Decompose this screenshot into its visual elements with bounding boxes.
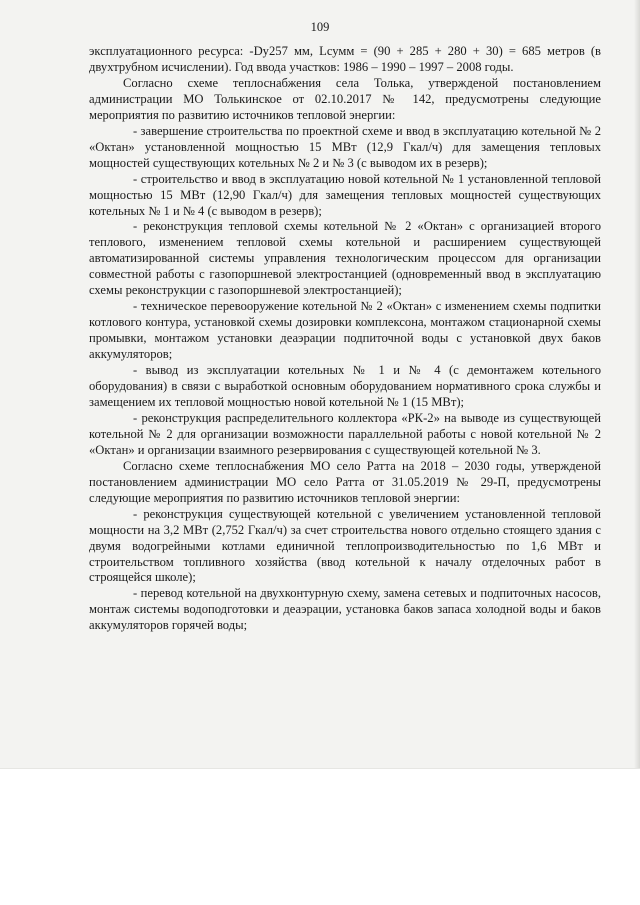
list-item-paragraph: - реконструкция тепловой схемы котельной № 2 «Октан» с организацией второго теплового, изменением тепловой схемы котельной и расширением существующей автоматизированной системы управления технологическим процессом для организации совместной работы с газопоршневой электростанцией (одновременный ввод в эксплуатацию схемы реконструкции с газопоршневой электростанцией); — [89, 219, 601, 298]
page-edge-shadow — [634, 0, 640, 768]
list-item-paragraph: - строительство и ввод в эксплуатацию новой котельной № 1 установленной тепловой мощностью 15 МВт (12,90 Гкал/ч) для замещения тепловых мощностей существующих котельных № 1 и № 4 (с выводом в резерв); — [89, 171, 601, 218]
list-item-paragraph: - реконструкция существующей котельной с увеличением установленной тепловой мощности на 3,2 МВт (2,752 Гкал/ч) за счет строительства нового отдельно стоящего здания с двумя водогрейными котлами единичной теплопроизводительностью по 1,6 МВт и строительством топливного хозяйства (ввод котельной к началу отделочных работ в строящейся школе); — [89, 506, 601, 585]
list-item-paragraph: - перевод котельной на двухконтурную схему, замена сетевых и подпиточных насосов, монтаж системы водоподготовки и деаэрации, установка баков запаса холодной воды и баков аккумуляторов горячей воды; — [89, 586, 601, 633]
list-item-paragraph: - завершение строительства по проектной схеме и ввод в эксплуатацию котельной № 2 «Октан» установленной мощностью 15 МВт (12,9 Гкал/ч) для замещения тепловых мощностей существующих котельных № 2 и № 3 (с выводом их в резерв); — [89, 123, 601, 170]
paragraph: Согласно схеме теплоснабжения МО село Ратта на 2018 – 2030 годы, утвержденой постановлением администрации МО село Ратта от 31.05.2019 № 29-П, предусмотрены следующие мероприятия по развитию источников тепловой энергии: — [89, 458, 601, 505]
paragraph: Согласно схеме теплоснабжения села Толька, утвержденой постановлением администрации МО Толькинское от 02.10.2017 № 142, предусмотрены следующие мероприятия по развитию источников тепловой энергии: — [89, 75, 601, 122]
list-item-paragraph: - техническое перевооружение котельной № 2 «Октан» с изменением схемы подпитки котлового контура, установкой схемы дозировки комплексона, монтажом стационарной схемы промывки, монтажом установки деаэрации подпиточной воды с установкой двух баков аккумуляторов; — [89, 299, 601, 362]
paragraph: эксплуатационного ресурса: -Dy257 мм, Lсумм = (90 + 285 + 280 + 30) = 685 метров (в двухтрубном исчислении). Год ввода участков: 1986 – 1990 – 1997 – 2008 годы. — [89, 44, 601, 74]
list-item-paragraph: - реконструкция распределительного коллектора «РК-2» на выводе из существующей котельной № 2 для организации возможности параллельной работы с новой котельной № 2 «Октан» и организации взаимного резервирования с существующей котельной № 3. — [89, 410, 601, 457]
document-body — [89, 44, 601, 634]
list-item-paragraph: - вывод из эксплуатации котельных № 1 и № 4 (с демонтажем котельного оборудования) в связи с выработкой основным оборудованием нормативного срока службы и замещением их тепловой мощностью новой котельной № 1 (15 МВт); — [89, 363, 601, 409]
page-number: 109 — [310, 20, 330, 34]
